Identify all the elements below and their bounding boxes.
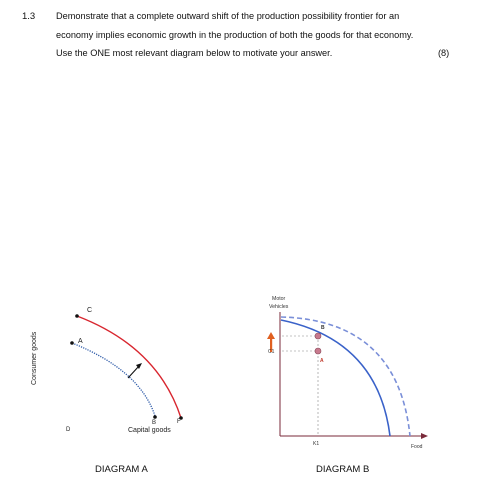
diagram-b-x-axis-label: Food: [411, 444, 423, 450]
diagram-b-label-c1: C1: [268, 349, 275, 355]
diagram-a-label-a: A: [78, 338, 83, 345]
diagram-b-inner-curve: [281, 320, 390, 436]
question-line-3: Use the ONE most relevant diagram below to motivate your answer.: [56, 48, 333, 58]
diagram-b-x-axis-arrowhead: [421, 433, 428, 439]
diagram-b-up-arrow-head: [267, 332, 275, 339]
diagram-b-label-b: B: [321, 325, 325, 331]
diagram-a-caption: DIAGRAM A: [95, 464, 148, 475]
diagram-b-shifted-curve: [281, 317, 410, 436]
question-marks: (8): [438, 48, 450, 58]
question-number: 1.3: [22, 11, 36, 22]
diagram-b-caption: DIAGRAM B: [316, 464, 370, 475]
diagram-b-y-axis-label-2: Vehicles: [269, 304, 289, 310]
diagram-b-y-axis-label-1: Motor: [272, 296, 286, 302]
diagram-b-label-k1: K1: [313, 441, 320, 447]
diagram-a-label-c: C: [87, 307, 93, 314]
question-line-2: economy implies economic growth in the production of both the goods for that economy.: [56, 30, 414, 40]
diagram-a-label-b: B: [152, 420, 157, 426]
diagram-a-x-axis-label: Capital goods: [128, 427, 171, 434]
diagram-a-label-f: F: [177, 419, 181, 425]
diagram-b-point-a: [315, 348, 321, 354]
diagram-a-label-d: D: [66, 427, 71, 433]
diagram-b-label-a: A: [320, 358, 324, 364]
diagram-a-y-axis-label: Consumer goods: [31, 331, 38, 385]
diagram-b-point-b: [315, 333, 321, 339]
question-line-1: Demonstrate that a complete outward shift of the production possibility frontier for an: [56, 11, 400, 21]
